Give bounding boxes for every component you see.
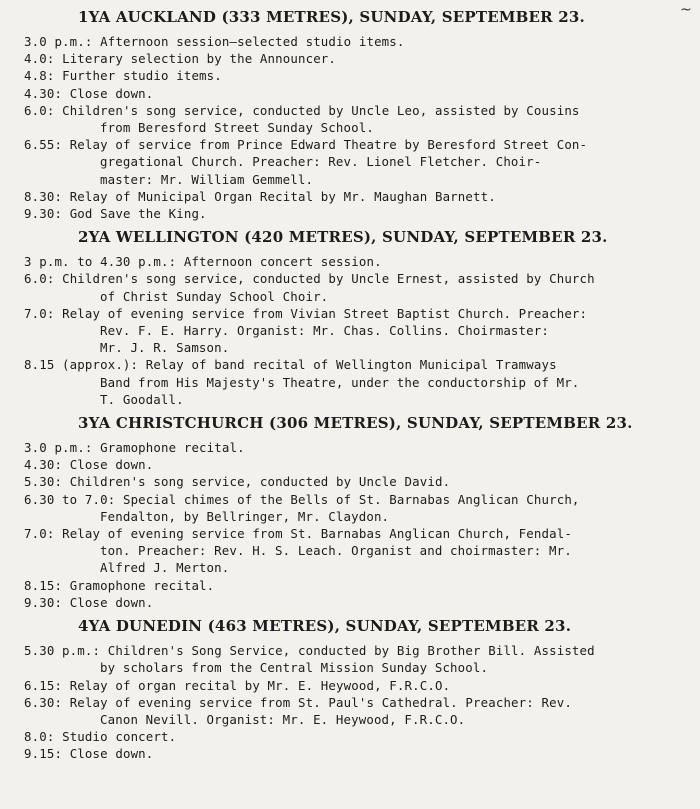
station-section xyxy=(24,414,690,611)
entry-line xyxy=(24,270,690,287)
entry-text: by scholars from the Central Mission Sunday School. xyxy=(100,660,489,676)
programme-entry xyxy=(24,270,690,304)
entry-time: 9.30: xyxy=(24,594,63,610)
programme-content xyxy=(24,8,690,763)
programme-entry xyxy=(24,50,690,67)
entry-line xyxy=(50,542,690,559)
entry-text: Relay of evening service from St. Barnabas Anglican Church, Fendal- xyxy=(62,526,572,542)
entry-line xyxy=(24,205,690,222)
entry-text: Afternoon concert session. xyxy=(183,254,382,270)
entry-line xyxy=(24,728,690,745)
entry-line xyxy=(50,171,690,188)
entry-line xyxy=(24,136,690,153)
entry-text: Relay of evening service from Vivian Street Baptist Church. Preacher: xyxy=(62,305,588,321)
entry-text: Further studio items. xyxy=(62,68,222,84)
entry-line xyxy=(24,577,690,594)
entry-time: 4.30: xyxy=(24,85,63,101)
entry-line xyxy=(24,456,690,473)
entry-text: Literary selection by the Announcer. xyxy=(62,51,337,67)
entry-line xyxy=(24,356,690,373)
entry-line xyxy=(24,305,690,322)
station-section xyxy=(24,8,690,222)
entry-line xyxy=(24,439,690,456)
station-section xyxy=(24,617,690,762)
entry-text: Mr. J. R. Samson. xyxy=(100,340,230,356)
entry-text: Close down. xyxy=(69,746,154,762)
entry-line xyxy=(24,694,690,711)
entry-line xyxy=(50,508,690,525)
entry-line xyxy=(24,745,690,762)
entry-time: 8.0: xyxy=(24,729,55,745)
entry-text: ton. Preacher: Rev. H. S. Leach. Organist and choirmaster: Mr. xyxy=(100,543,572,559)
entry-line xyxy=(50,659,690,676)
entry-text: Afternoon session—selected studio items. xyxy=(100,34,405,49)
station-heading: 3YA CHRISTCHURCH (306 METRES), SUNDAY, SEPTEMBER 23. xyxy=(78,414,633,433)
entry-time: 5.30: xyxy=(24,474,63,490)
entry-line xyxy=(50,559,690,576)
programme-entry xyxy=(24,491,690,525)
programme-entry xyxy=(24,594,690,611)
entry-time: 4.0: xyxy=(24,51,55,67)
entry-time: 3.0 p.m.: xyxy=(24,34,93,49)
entry-text: from Beresford Street Sunday School. xyxy=(100,120,374,136)
entry-text: Children's song service, conducted by Uncle Ernest, assisted by Church xyxy=(62,271,595,287)
programme-entry xyxy=(24,253,690,270)
entry-line xyxy=(50,339,690,356)
entry-line xyxy=(50,711,690,728)
entry-line xyxy=(50,391,690,408)
entry-text: God Save the King. xyxy=(69,206,207,222)
programme-entry xyxy=(24,577,690,594)
entry-time: 6.30: xyxy=(24,694,63,710)
entry-text: Children's song service, conducted by Uncle Leo, assisted by Cousins xyxy=(62,102,580,118)
entry-text: Band from His Majesty's Theatre, under the conductorship of Mr. xyxy=(100,374,580,390)
entry-time: 3 p.m. to 4.30 p.m.: xyxy=(24,254,177,270)
programme-entry xyxy=(24,67,690,84)
entry-text: Relay of organ recital by Mr. E. Heywood, F.R.C.O. xyxy=(69,677,451,693)
programme-entry xyxy=(24,439,690,456)
entry-line xyxy=(24,491,690,508)
programme-entry xyxy=(24,677,690,694)
entry-time: 8.15 (approx.): xyxy=(24,357,139,373)
entry-text: Gramophone recital. xyxy=(100,440,245,456)
entry-text: Relay of service from Prince Edward Theatre by Beresford Street Con- xyxy=(69,137,588,153)
programme-entry xyxy=(24,356,690,408)
entry-text: Studio concert. xyxy=(62,729,177,745)
entry-time: 6.0: xyxy=(24,102,55,118)
programme-entry xyxy=(24,188,690,205)
programme-entry xyxy=(24,102,690,136)
station-section xyxy=(24,228,690,408)
entry-line xyxy=(50,288,690,305)
programme-entry xyxy=(24,694,690,728)
entry-line xyxy=(50,119,690,136)
programme-entry xyxy=(24,456,690,473)
programme-entry xyxy=(24,85,690,102)
entry-text: Rev. F. E. Harry. Organist: Mr. Chas. Collins. Choirmaster: xyxy=(100,323,549,339)
entry-time: 7.0: xyxy=(24,305,55,321)
programme-entry xyxy=(24,33,690,50)
entry-text: T. Goodall. xyxy=(100,391,184,407)
entry-line xyxy=(24,473,690,490)
entry-line xyxy=(24,525,690,542)
programme-entry xyxy=(24,305,690,357)
entry-text: Relay of evening service from St. Paul's Cathedral. Preacher: Rev. xyxy=(69,694,572,710)
entry-text: Children's Song Service, conducted by Big Brother Bill. Assisted xyxy=(107,643,595,659)
station-heading: 2YA WELLINGTON (420 METRES), SUNDAY, SEPTEMBER 23. xyxy=(78,228,608,247)
corner-mark: ~ xyxy=(680,2,692,18)
entry-line xyxy=(24,642,690,659)
entry-line xyxy=(24,50,690,67)
entry-time: 4.8: xyxy=(24,68,55,84)
programme-entry xyxy=(24,136,690,188)
station-heading: 4YA DUNEDIN (463 METRES), SUNDAY, SEPTEMBER 23. xyxy=(78,617,572,636)
entry-time: 7.0: xyxy=(24,526,55,542)
programme-entry xyxy=(24,473,690,490)
entry-text: Canon Nevill. Organist: Mr. E. Heywood, F.R.C.O. xyxy=(100,711,466,727)
entry-time: 3.0 p.m.: xyxy=(24,440,93,456)
entry-text: Relay of Municipal Organ Recital by Mr. Maughan Barnett. xyxy=(69,188,496,204)
entry-line xyxy=(24,85,690,102)
entry-text: Gramophone recital. xyxy=(69,577,215,593)
entry-text: Close down. xyxy=(69,457,154,473)
entry-text: gregational Church. Preacher: Rev. Lionel Fletcher. Choir- xyxy=(100,154,542,170)
entry-text: Alfred J. Merton. xyxy=(100,560,230,576)
entry-line xyxy=(24,594,690,611)
programme-entry xyxy=(24,525,690,577)
programme-entry xyxy=(24,745,690,762)
entry-line xyxy=(24,253,690,270)
entry-text: Special chimes of the Bells of St. Barnabas Anglican Church, xyxy=(122,491,580,507)
programme-entry xyxy=(24,728,690,745)
programme-entry xyxy=(24,642,690,676)
entry-line xyxy=(24,102,690,119)
entry-line xyxy=(50,153,690,170)
entry-time: 5.30 p.m.: xyxy=(24,643,101,659)
entry-text: Close down. xyxy=(69,85,154,101)
entry-time: 6.55: xyxy=(24,137,63,153)
entry-time: 4.30: xyxy=(24,457,63,473)
entry-line xyxy=(24,67,690,84)
entry-line xyxy=(50,374,690,391)
entry-time: 6.30 to 7.0: xyxy=(24,491,116,507)
entry-line xyxy=(24,33,690,50)
entry-line xyxy=(24,188,690,205)
station-heading: 1YA AUCKLAND (333 METRES), SUNDAY, SEPTEMBER 23. xyxy=(78,8,585,26)
entry-text: Children's song service, conducted by Uncle David. xyxy=(69,474,451,490)
entry-text: Relay of band recital of Wellington Municipal Tramways xyxy=(145,357,557,373)
entry-text: Close down. xyxy=(69,594,154,610)
entry-time: 8.15: xyxy=(24,577,63,593)
entry-time: 9.15: xyxy=(24,746,63,762)
entry-time: 8.30: xyxy=(24,188,63,204)
entry-text: of Christ Sunday School Choir. xyxy=(100,288,329,304)
entry-time: 6.15: xyxy=(24,677,63,693)
programme-entry xyxy=(24,205,690,222)
entry-text: Fendalton, by Bellringer, Mr. Claydon. xyxy=(100,508,390,524)
entry-text: master: Mr. William Gemmell. xyxy=(100,171,314,187)
entry-line xyxy=(50,322,690,339)
entry-line xyxy=(24,677,690,694)
entry-time: 6.0: xyxy=(24,271,55,287)
entry-time: 9.30: xyxy=(24,206,63,222)
